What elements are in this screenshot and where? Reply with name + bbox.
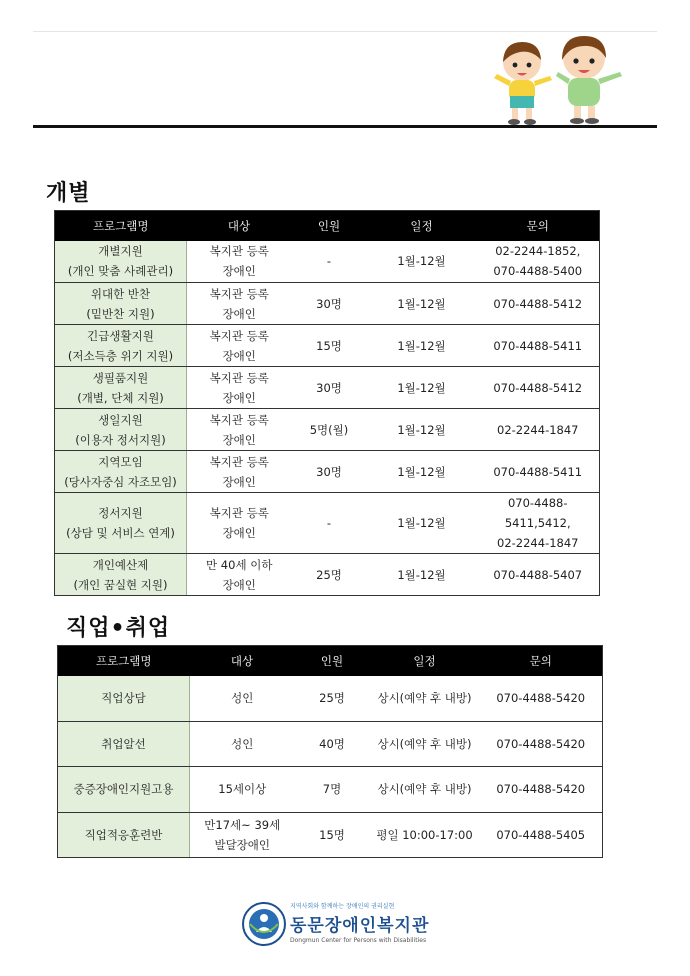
table-row	[55, 241, 600, 283]
table-row	[55, 451, 600, 493]
program-cell-line: (당사자중심 자조모임)	[64, 474, 177, 489]
program-cell	[55, 554, 187, 596]
target-cell-line: 장애인	[222, 306, 256, 321]
schedule-cell: 1월-12월	[367, 451, 477, 493]
contact-cell-line: 070-4488-5412	[493, 296, 583, 311]
target-cell	[187, 493, 292, 554]
header-schedule: 일정	[370, 646, 480, 676]
table-row	[55, 325, 600, 367]
contact-cell	[480, 721, 603, 767]
count-cell: 25명	[295, 676, 370, 722]
program-cell-line: 생일지원	[98, 412, 143, 427]
footer-slogan: 지역사회와 함께하는 장애인의 권리실현	[290, 903, 395, 910]
target-cell-line: 복지관 등록	[209, 506, 269, 520]
target-cell-line: 장애인	[222, 526, 256, 540]
target-cell-line: 발달장애인	[214, 837, 271, 852]
header-count: 인원	[295, 646, 370, 676]
program-cell	[55, 325, 187, 367]
target-cell	[190, 721, 295, 767]
target-cell-line: 장애인	[222, 474, 256, 489]
program-cell-line: 생필품지원	[92, 370, 149, 385]
program-cell-line: (저소득층 위기 지원)	[67, 348, 174, 363]
target-cell-line: 장애인	[222, 348, 256, 363]
contact-cell-line: 02-2244-1847	[497, 422, 579, 437]
program-cell-line: 위대한 반찬	[90, 286, 151, 301]
contact-cell	[477, 554, 600, 596]
table-row	[58, 676, 603, 722]
program-cell-line: (개인 꿈실현 지원)	[73, 577, 168, 592]
header-program: 프로그램명	[58, 646, 190, 676]
program-cell	[58, 767, 190, 813]
target-cell	[187, 241, 292, 283]
program-cell	[55, 409, 187, 451]
header-target: 대상	[187, 211, 292, 241]
schedule-cell: 1월-12월	[367, 241, 477, 283]
program-cell-line: (개별, 단체 지원)	[77, 390, 164, 405]
contact-cell-line: 070-4488-5420	[496, 691, 586, 705]
program-cell	[58, 676, 190, 722]
schedule-cell: 평일 10:00-17:00	[370, 812, 480, 858]
contact-cell-line: 070-4488-5405	[496, 827, 586, 842]
contact-cell	[477, 325, 600, 367]
contact-cell	[477, 241, 600, 283]
target-cell-line: 복지관 등록	[209, 454, 269, 469]
target-cell-line: 복지관 등록	[209, 286, 269, 301]
contact-cell-line: 070-4488-5420	[496, 736, 586, 751]
contact-cell	[477, 409, 600, 451]
target-cell-line: 15세이상	[218, 782, 267, 797]
program-cell-line: 취업알선	[101, 736, 146, 751]
target-cell-line: 만17세~ 39세	[204, 817, 281, 832]
count-cell: 30명	[292, 367, 367, 409]
program-cell-line: 지역모임	[98, 454, 143, 469]
target-cell	[187, 409, 292, 451]
contact-cell	[480, 812, 603, 858]
program-cell	[55, 283, 187, 325]
target-cell	[187, 283, 292, 325]
program-cell	[55, 241, 187, 283]
count-cell: 15명	[295, 812, 370, 858]
target-cell-line: 성인	[231, 691, 254, 705]
contact-cell	[477, 283, 600, 325]
table-row	[58, 767, 603, 813]
target-cell	[187, 451, 292, 493]
count-cell: 40명	[295, 721, 370, 767]
table-row	[55, 367, 600, 409]
table-row	[55, 493, 600, 554]
target-cell-line: 복지관 등록	[209, 370, 269, 385]
jobs-table-body	[58, 676, 603, 858]
target-cell-line: 복지관 등록	[209, 412, 269, 427]
contact-cell	[477, 451, 600, 493]
table-row	[55, 409, 600, 451]
kids-illustration-icon	[492, 30, 626, 126]
target-cell	[187, 554, 292, 596]
contact-cell-line: 070-4488-5400	[493, 264, 583, 279]
contact-cell-line: 02-2244-1852,	[495, 244, 581, 259]
count-cell: -	[292, 241, 367, 283]
table-header-row	[55, 211, 600, 241]
schedule-cell: 1월-12월	[367, 367, 477, 409]
contact-cell-line: 070-4488-5412	[493, 380, 583, 395]
individual-program-table	[54, 210, 600, 596]
count-cell: -	[292, 493, 367, 554]
individual-table-body	[55, 241, 600, 596]
schedule-cell: 상시(예약 후 내방)	[370, 721, 480, 767]
schedule-cell: 1월-12월	[367, 554, 477, 596]
header-schedule: 일정	[367, 211, 477, 241]
target-cell-line: 장애인	[222, 264, 256, 279]
header-program: 프로그램명	[55, 211, 187, 241]
contact-cell	[477, 493, 600, 554]
table-row	[55, 554, 600, 596]
count-cell: 30명	[292, 283, 367, 325]
program-cell-line: (상담 및 서비스 연계)	[66, 526, 175, 540]
count-cell: 7명	[295, 767, 370, 813]
footer-english-name: Dongmun Center for Persons with Disabilities	[290, 937, 427, 944]
welfare-center-logo-icon	[242, 902, 286, 946]
contact-cell	[480, 676, 603, 722]
program-cell	[55, 493, 187, 554]
target-cell-line: 장애인	[222, 390, 256, 405]
target-cell-line: 장애인	[222, 577, 256, 592]
target-cell-line: 성인	[231, 736, 254, 751]
header-contact: 문의	[477, 211, 600, 241]
target-cell	[190, 767, 295, 813]
header-contact: 문의	[480, 646, 603, 676]
program-cell-line: 직업상담	[101, 691, 146, 705]
schedule-cell: 1월-12월	[367, 493, 477, 554]
target-cell-line: 복지관 등록	[209, 328, 269, 343]
program-cell-line: (개인 맞춤 사례관리)	[67, 264, 174, 279]
contact-cell-line: 070-4488-5420	[496, 782, 586, 797]
target-cell-line: 만 40세 이하	[206, 557, 273, 572]
contact-cell-line: 02-2244-1847	[497, 536, 579, 550]
count-cell: 15명	[292, 325, 367, 367]
footer-brand	[290, 901, 429, 944]
target-cell-line: 복지관 등록	[209, 244, 269, 259]
target-cell-line: 장애인	[222, 432, 256, 447]
table-row	[58, 812, 603, 858]
program-cell-line: 직업적응훈련반	[84, 827, 163, 842]
program-cell-line: 중증장애인지원고용	[73, 782, 174, 797]
table-row	[55, 283, 600, 325]
target-cell	[187, 325, 292, 367]
table-row	[58, 721, 603, 767]
schedule-cell: 1월-12월	[367, 325, 477, 367]
program-cell	[58, 721, 190, 767]
contact-cell-line: 070-4488-5411	[493, 464, 583, 479]
program-cell	[55, 451, 187, 493]
schedule-cell: 1월-12월	[367, 409, 477, 451]
schedule-cell: 상시(예약 후 내방)	[370, 767, 480, 813]
program-cell	[55, 367, 187, 409]
contact-cell	[477, 367, 600, 409]
schedule-cell: 상시(예약 후 내방)	[370, 676, 480, 722]
count-cell: 30명	[292, 451, 367, 493]
footer-center-name: 동문장애인복지관	[290, 916, 430, 936]
jobs-program-table	[57, 645, 603, 858]
contact-cell-line: 070-4488-5411	[493, 338, 583, 353]
target-cell	[190, 812, 295, 858]
section-title-individual: 개별	[46, 181, 91, 206]
section-title-jobs: 직업•취업	[66, 616, 171, 641]
program-cell	[58, 812, 190, 858]
contact-cell-line: 070-4488-5407	[493, 567, 583, 582]
schedule-cell: 1월-12월	[367, 283, 477, 325]
top-divider	[33, 125, 657, 128]
program-cell-line: (이용자 정서지원)	[75, 432, 166, 447]
target-cell	[190, 676, 295, 722]
program-cell-line: 개인예산제	[92, 557, 149, 572]
program-cell-line: (밑반찬 지원)	[86, 306, 155, 321]
contact-cell-line: 070-4488-5411,5412,	[504, 496, 571, 530]
contact-cell	[480, 767, 603, 813]
program-cell-line: 개별지원	[98, 244, 143, 259]
count-cell: 5명(월)	[292, 409, 367, 451]
header-target: 대상	[190, 646, 295, 676]
header-count: 인원	[292, 211, 367, 241]
program-cell-line: 정서지원	[98, 506, 143, 520]
program-cell-line: 긴급생활지원	[87, 328, 154, 343]
count-cell: 25명	[292, 554, 367, 596]
table-header-row	[58, 646, 603, 676]
target-cell	[187, 367, 292, 409]
